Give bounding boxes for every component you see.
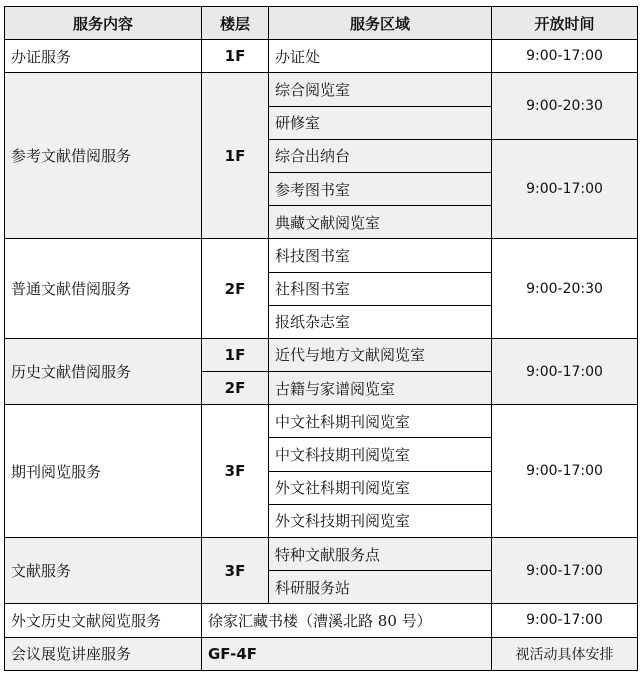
header-service-content: 服务内容 — [5, 7, 202, 40]
service-content: 参考文献借阅服务 — [5, 73, 202, 239]
table-row — [5, 40, 638, 73]
service-area: 特种文献服务点 — [269, 538, 492, 571]
table-header-row — [5, 7, 638, 40]
table-row — [5, 405, 638, 438]
service-content: 会议展览讲座服务 — [5, 637, 202, 670]
service-area: 近代与地方文献阅览室 — [269, 338, 492, 371]
service-content: 文献服务 — [5, 538, 202, 604]
service-area: 古籍与家谱阅览室 — [269, 372, 492, 405]
service-area: 研修室 — [269, 106, 492, 139]
floor-cell: 3F — [202, 538, 269, 604]
service-area: 中文社科期刊阅览室 — [269, 405, 492, 438]
header-service-area: 服务区域 — [269, 7, 492, 40]
service-area: 徐家汇藏书楼（漕溪北路 80 号） — [202, 604, 492, 637]
service-content: 普通文献借阅服务 — [5, 239, 202, 339]
service-content: 外文历史文献阅览服务 — [5, 604, 202, 637]
floor-cell: 3F — [202, 405, 269, 538]
header-floor: 楼层 — [202, 7, 269, 40]
opening-hours: 9:00-17:00 — [492, 604, 638, 637]
service-area: 社科图书室 — [269, 272, 492, 305]
service-content: 办证服务 — [5, 40, 202, 73]
opening-hours: 9:00-17:00 — [492, 405, 638, 538]
service-area: 综合出纳台 — [269, 139, 492, 172]
opening-hours: 9:00-17:00 — [492, 338, 638, 404]
table-row — [5, 637, 638, 670]
service-area: 科研服务站 — [269, 571, 492, 604]
floor-cell: 2F — [202, 239, 269, 339]
opening-hours: 9:00-17:00 — [492, 538, 638, 604]
service-area: 外文科技期刊阅览室 — [269, 504, 492, 537]
floor-cell: 1F — [202, 338, 269, 371]
floor-cell: 2F — [202, 372, 269, 405]
floor-cell: 1F — [202, 40, 269, 73]
opening-hours: 9:00-17:00 — [492, 40, 638, 73]
table-row — [5, 604, 638, 637]
service-area: 科技图书室 — [269, 239, 492, 272]
service-area: 办证处 — [269, 40, 492, 73]
service-area: 典藏文献阅览室 — [269, 206, 492, 239]
opening-hours: 9:00-17:00 — [492, 139, 638, 239]
header-opening-hours: 开放时间 — [492, 7, 638, 40]
service-content: 期刊阅览服务 — [5, 405, 202, 538]
service-area: 综合阅览室 — [269, 73, 492, 106]
opening-hours: 视活动具体安排 — [492, 637, 638, 670]
table-row — [5, 73, 638, 106]
table-row — [5, 338, 638, 371]
table-row — [5, 239, 638, 272]
service-area: 中文科技期刊阅览室 — [269, 438, 492, 471]
opening-hours: 9:00-20:30 — [492, 73, 638, 139]
service-content: 历史文献借阅服务 — [5, 338, 202, 404]
floor-cell: 1F — [202, 73, 269, 239]
opening-hours: 9:00-20:30 — [492, 239, 638, 339]
service-area: 外文社科期刊阅览室 — [269, 471, 492, 504]
service-area: 参考图书室 — [269, 172, 492, 205]
floor-cell: GF-4F — [202, 637, 492, 670]
service-hours-table — [4, 6, 638, 671]
table-row — [5, 538, 638, 571]
service-area: 报纸杂志室 — [269, 305, 492, 338]
